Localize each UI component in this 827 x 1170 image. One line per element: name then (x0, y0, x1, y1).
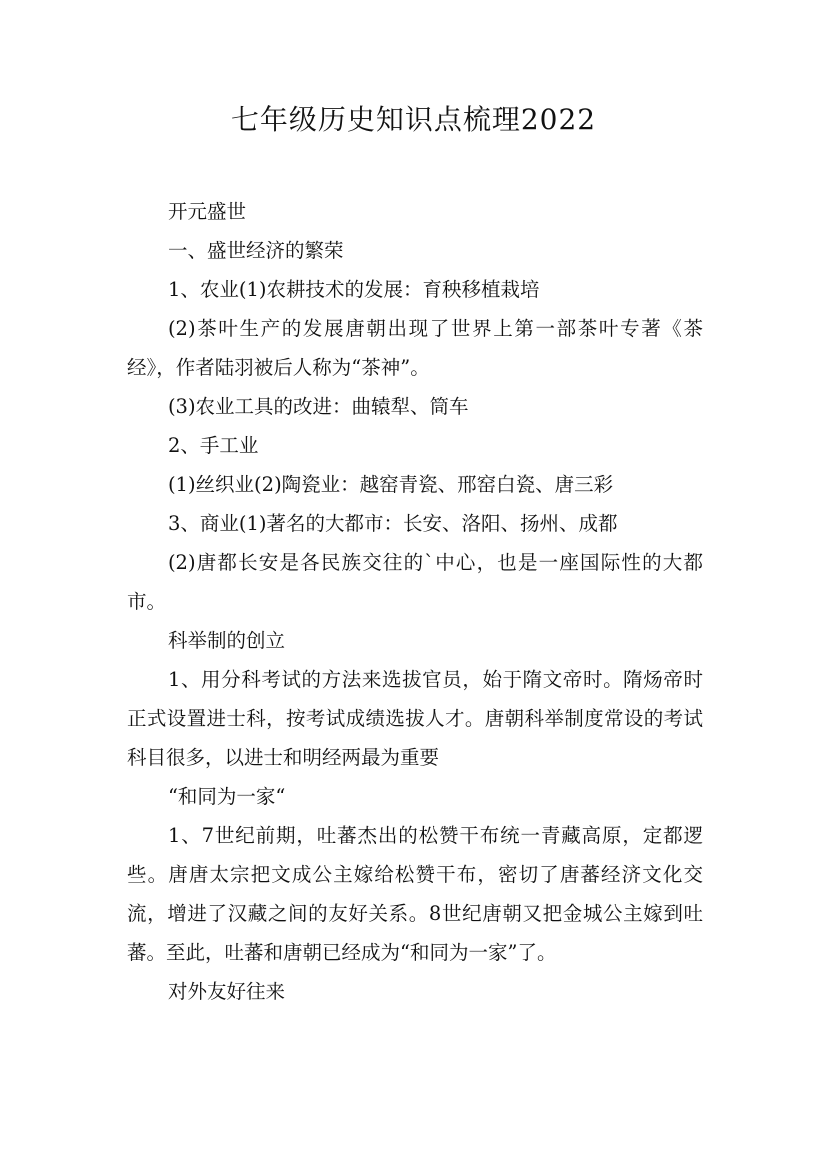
section-heading-kaiyuan: 开元盛世 (167, 200, 246, 223)
paragraph-tools: (3)农业工具的改进：曲辕犁、筒车 (167, 395, 469, 418)
paragraph-keju: 1、用分科考试的方法来选拔官员，始于隋文帝时。隋炀帝时正式设置进士科，按考试成绩选拔人才。唐朝科举制度常设的考试科目很多，以进士和明经两最为重要 (127, 668, 703, 769)
section-heading-keju: 科举制的创立 (167, 629, 285, 652)
paragraph-commerce: 3、商业(1)著名的大都市：长安、洛阳、扬州、成都 (167, 512, 618, 535)
paragraph-tubo: 1、7世纪前期，吐蕃杰出的松赞干布统一青藏高原，定都逻些。唐唐太宗把文成公主嫁给松赞干布，密切了唐蕃经济文化交流，增进了汉藏之间的友好关系。8世纪唐朝又把金城公主嫁到吐蕃。至此，吐蕃和唐朝已经成为“和同为一家”了。 (127, 824, 703, 964)
document-title: 七年级历史知识点梳理2022 (230, 103, 597, 136)
paragraph-silk-ceramics: (1)丝织业(2)陶瓷业：越窑青瓷、邢窑白瓷、唐三彩 (167, 473, 614, 496)
section-heading-foreign: 对外友好往来 (167, 980, 285, 1003)
paragraph-handicraft: 2、手工业 (167, 434, 259, 457)
section-heading-hetong: “和同为一家“ (167, 785, 286, 808)
paragraph-changan: (2)唐都长安是各民族交往的`中心，也是一座国际性的大都市。 (127, 551, 703, 613)
paragraph-tea: (2)茶叶生产的发展唐朝出现了世界上第一部茶叶专著《茶经》，作者陆羽被后人称为“茶神”。 (127, 317, 703, 379)
paragraph-agriculture: 1、农业(1)农耕技术的发展：育秧移植栽培 (167, 278, 540, 301)
document-body (127, 192, 703, 1011)
subsection-heading-economy: 一、盛世经济的繁荣 (167, 239, 344, 262)
